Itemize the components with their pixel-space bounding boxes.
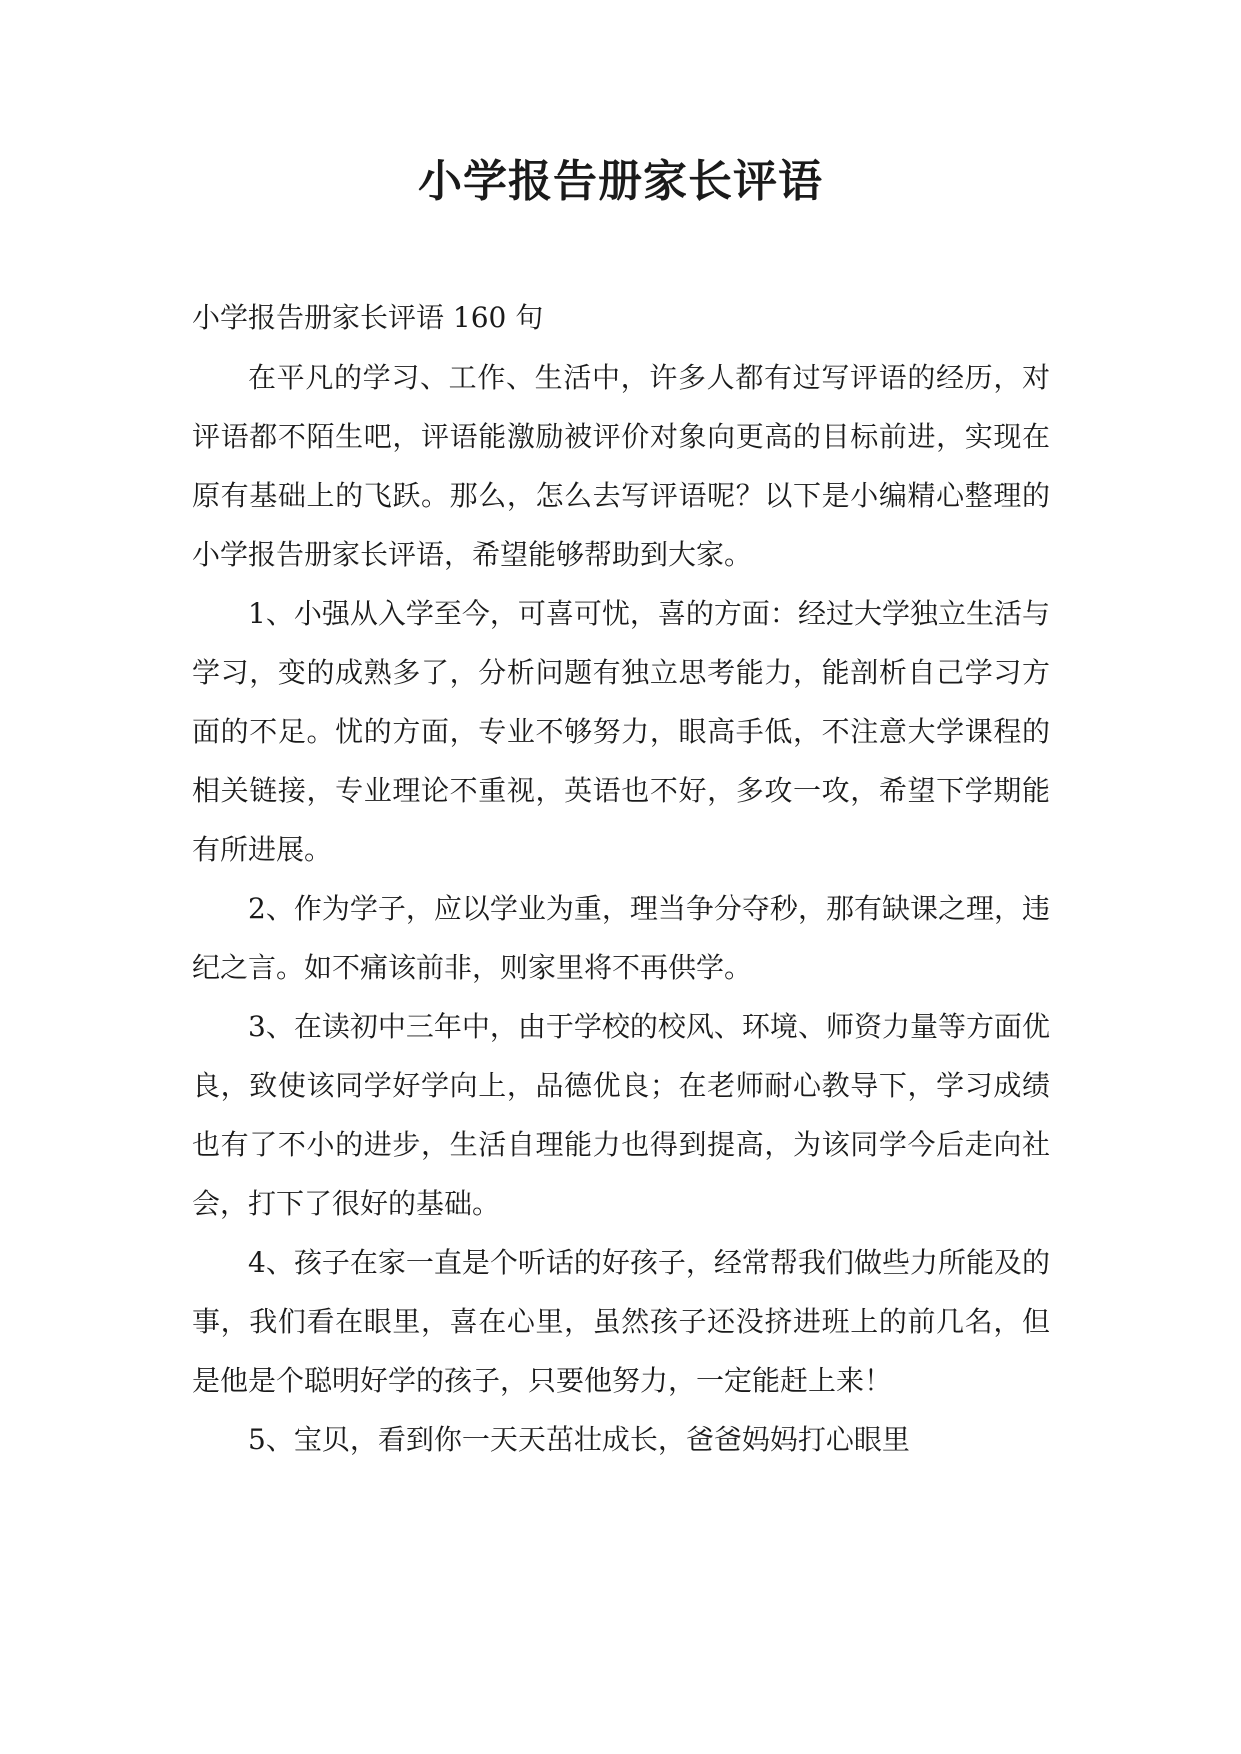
- comment-paragraph-1: 1、小强从入学至今，可喜可忧，喜的方面：经过大学独立生活与学习，变的成熟多了，分析问题有独立思考能力，能剖析自己学习方面的不足。忧的方面，专业不够努力，眼高手低，不注意大学课程的相关链接，专业理论不重视，英语也不好，多攻一攻，希望下学期能有所进展。: [192, 597, 1050, 866]
- document-body: [192, 288, 1050, 1469]
- document-subtitle: 小学报告册家长评语 160 句: [192, 301, 544, 334]
- document-title: 小学报告册家长评语: [418, 156, 823, 207]
- comment-paragraph-4: 4、孩子在家一直是个听话的好孩子，经常帮我们做些力所能及的事，我们看在眼里，喜在心里，虽然孩子还没挤进班上的前几名，但是他是个聪明好学的孩子，只要他努力，一定能赶上来！: [192, 1246, 1050, 1397]
- intro-paragraph: 在平凡的学习、工作、生活中，许多人都有过写评语的经历，对评语都不陌生吧，评语能激励被评价对象向更高的目标前进，实现在原有基础上的飞跃。那么，怎么去写评语呢？以下是小编精心整理的小学报告册家长评语，希望能够帮助到大家。: [192, 361, 1050, 571]
- comment-paragraph-5: 5、宝贝，看到你一天天茁壮成长，爸爸妈妈打心眼里: [248, 1423, 910, 1456]
- comment-paragraph-2: 2、作为学子，应以学业为重，理当争分夺秒，那有缺课之理，违纪之言。如不痛该前非，则家里将不再供学。: [192, 892, 1050, 984]
- comment-paragraph-3: 3、在读初中三年中，由于学校的校风、环境、师资力量等方面优良，致使该同学好学向上，品德优良；在老师耐心教导下，学习成绩也有了不小的进步，生活自理能力也得到提高，为该同学今后走向社会，打下了很好的基础。: [192, 1010, 1050, 1220]
